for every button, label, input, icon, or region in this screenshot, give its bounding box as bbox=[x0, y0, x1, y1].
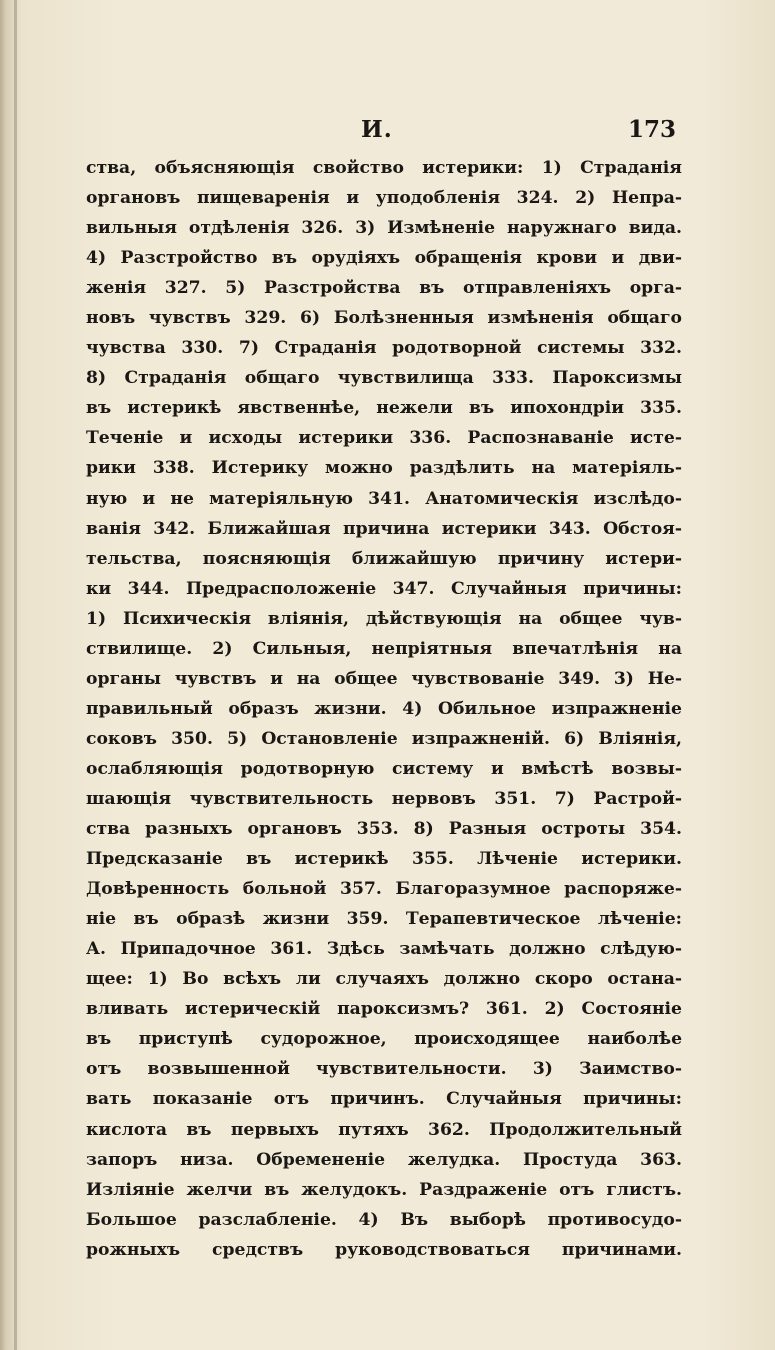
text-line: ства разныхъ органовъ 353. 8) Разныя остроты 354. bbox=[86, 819, 682, 840]
text-line: правильный образъ жизни. 4) Обильное изпражненіе bbox=[86, 698, 682, 719]
text-line: вливать истерическій пароксизмъ? 361. 2) Состояніе bbox=[86, 999, 682, 1020]
section-letter: И. bbox=[361, 116, 393, 143]
page-gutter-shadow bbox=[14, 0, 17, 1350]
text-line: Изліяніе желчи въ желудокъ. Раздраженіе отъ глистъ. bbox=[86, 1179, 682, 1200]
text-line: Теченіе и исходы истерики 336. Распознаваніе исте- bbox=[86, 428, 682, 449]
text-line: ванія 342. Ближайшая причина истерики 343. Обстоя- bbox=[86, 518, 682, 539]
text-line: 1) Психическія вліянія, дѣйствующія на общее чув- bbox=[86, 608, 682, 629]
text-line: 4) Разстройство въ орудіяхъ обращенія крови и дви- bbox=[86, 248, 682, 269]
text-line: въ истерикѣ явственнѣе, нежели въ ипохондріи 335. bbox=[86, 398, 682, 419]
index-text-block bbox=[86, 153, 682, 1265]
text-line: ную и не матеріяльную 341. Анатомическія изслѣдо- bbox=[86, 488, 682, 509]
text-line: новъ чувствъ 329. 6) Болѣзненныя измѣненія общаго bbox=[86, 308, 682, 329]
text-line: шающія чувствительность нервовъ 351. 7) Растрой- bbox=[86, 788, 682, 809]
text-line: ослабляющія родотворную систему и вмѣстѣ возвы- bbox=[86, 758, 682, 779]
page-number: 173 bbox=[627, 116, 676, 143]
running-header bbox=[86, 116, 686, 146]
text-line: рожныхъ средствъ руководствоваться причинами. bbox=[86, 1239, 682, 1260]
text-line: рики 338. Истерику можно раздѣлить на матеріяль- bbox=[86, 458, 682, 479]
text-line: Большое разслабленіе. 4) Въ выборѣ противосудо- bbox=[86, 1209, 682, 1230]
text-line: отъ возвышенной чувствительности. 3) Заимство- bbox=[86, 1059, 682, 1080]
text-line: 8) Страданія общаго чувствилища 333. Пароксизмы bbox=[86, 368, 682, 389]
text-line: въ приступѣ судорожное, происходящее наиболѣе bbox=[86, 1029, 682, 1050]
text-line: ніе въ образѣ жизни 359. Терапевтическое лѣченіе: bbox=[86, 909, 682, 930]
text-line: кислота въ первыхъ путяхъ 362. Продолжительный bbox=[86, 1119, 682, 1140]
text-line: женія 327. 5) Разстройства въ отправленіяхъ орга- bbox=[86, 278, 682, 299]
text-line: соковъ 350. 5) Остановленіе изпражненій. 6) Вліянія, bbox=[86, 728, 682, 749]
text-line: запоръ низа. Обремененіе желудка. Простуда 363. bbox=[86, 1149, 682, 1170]
text-line: Предсказаніе въ истерикѣ 355. Лѣченіе истерики. bbox=[86, 849, 682, 870]
text-line: органовъ пищеваренія и уподобленія 324. 2) Непра- bbox=[86, 188, 682, 209]
text-line: А. Припадочное 361. Здѣсь замѣчать должно слѣдую- bbox=[86, 939, 682, 960]
text-line: Довѣренность больной 357. Благоразумное распоряже- bbox=[86, 879, 682, 900]
text-line: ства, объясняющія свойство истерики: 1) Страданія bbox=[86, 158, 682, 178]
text-line: чувства 330. 7) Страданія родотворной системы 332. bbox=[86, 338, 682, 359]
text-line: щее: 1) Во всѣхъ ли случаяхъ должно скоро остана- bbox=[86, 969, 682, 990]
text-line: ствилище. 2) Сильныя, непріятныя впечатлѣнія на bbox=[86, 638, 682, 659]
text-line: вильныя отдѣленія 326. 3) Измѣненіе наружнаго вида. bbox=[86, 218, 682, 239]
text-line: органы чувствъ и на общее чувствованіе 349. 3) Не- bbox=[86, 668, 682, 689]
text-line: тельства, поясняющія ближайшую причину истери- bbox=[86, 548, 682, 569]
text-line: ки 344. Предрасположеніе 347. Случайныя причины: bbox=[86, 578, 682, 599]
text-line: вать показаніе отъ причинъ. Случайныя причины: bbox=[86, 1089, 682, 1110]
